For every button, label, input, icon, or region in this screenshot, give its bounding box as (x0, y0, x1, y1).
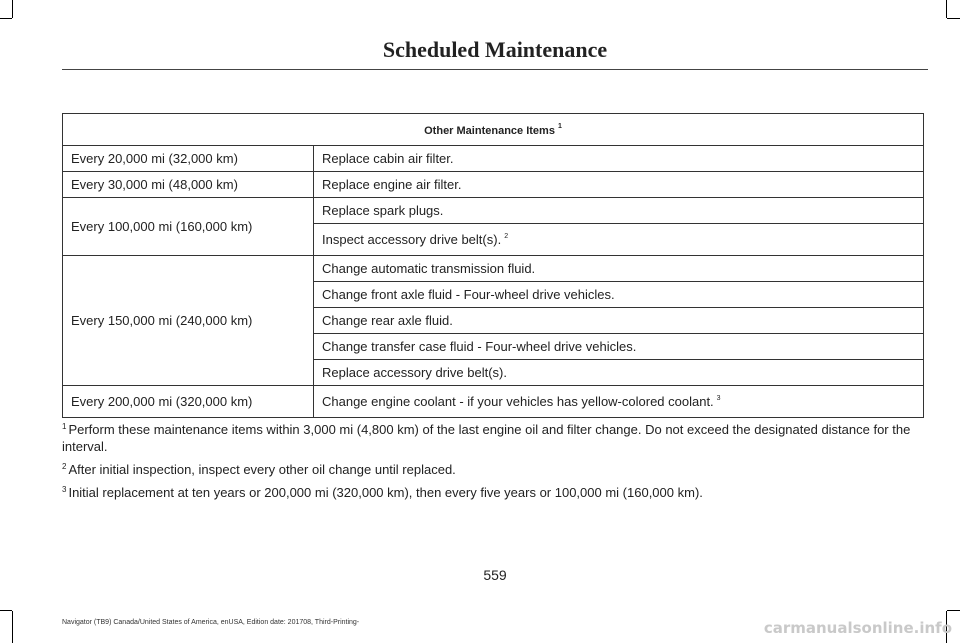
page-number: 559 (483, 567, 507, 583)
footnote-text: Perform these maintenance items within 3,000 mi (4,800 km) of the last engine oil and filter change. Do not exceed the designated distance for the interval. (62, 422, 911, 454)
crop-mark-bottom-right-horizontal (947, 610, 960, 611)
action-footnote-mark: 3 (716, 395, 721, 402)
action-text: Change front axle fluid - Four-wheel drive vehicles. (322, 287, 615, 302)
interval-cell: Every 100,000 mi (160,000 km) (63, 198, 314, 256)
action-text: Replace cabin air filter. (322, 151, 454, 166)
action-text: Replace spark plugs. (322, 203, 444, 218)
footnote (62, 418, 928, 455)
crop-mark-bottom-left-horizontal (0, 610, 12, 611)
crop-mark-top-left-vertical (12, 0, 13, 18)
table-row (63, 172, 924, 198)
page-title: Scheduled Maintenance (382, 37, 608, 62)
footnote-mark: 1 (62, 422, 67, 431)
interval-cell: Every 200,000 mi (320,000 km) (63, 386, 314, 418)
crop-mark-top-left-horizontal (0, 18, 12, 19)
table-heading-text: Other Maintenance Items (424, 124, 555, 137)
action-text: Change automatic transmission fluid. (322, 261, 536, 276)
action-cell (314, 282, 924, 308)
crop-mark-bottom-left-vertical (12, 611, 13, 643)
action-cell (314, 256, 924, 282)
crop-mark-top-right-vertical (946, 0, 947, 18)
footnote (62, 458, 928, 478)
watermark: carmanualsonline.info (763, 619, 952, 637)
action-cell (314, 360, 924, 386)
action-cell (314, 172, 924, 198)
table-heading-footnote-mark: 1 (557, 122, 562, 130)
action-cell (314, 386, 924, 418)
footnote-text: After initial inspection, inspect every other oil change until replaced. (68, 462, 456, 477)
action-cell (314, 334, 924, 360)
action-text: Change rear axle fluid. (322, 313, 453, 328)
action-text: Replace accessory drive belt(s). (322, 365, 507, 380)
action-cell (314, 308, 924, 334)
action-text: Change transfer case fluid - Four-wheel drive vehicles. (322, 339, 637, 354)
action-text: Change engine coolant - if your vehicles has yellow-colored coolant. (322, 394, 714, 409)
action-text: Replace engine air filter. (322, 177, 462, 192)
table-row (63, 256, 924, 282)
action-cell (314, 224, 924, 256)
table-row (63, 198, 924, 224)
table-heading (63, 114, 924, 146)
interval-cell: Every 150,000 mi (240,000 km) (63, 256, 314, 386)
action-cell (314, 146, 924, 172)
table-row (63, 146, 924, 172)
action-footnote-mark: 2 (504, 233, 509, 240)
table-header-row (63, 114, 924, 146)
footnote-mark: 2 (62, 462, 67, 471)
maintenance-table (62, 113, 924, 418)
action-cell (314, 198, 924, 224)
edition-info: Navigator (TB9) Canada/United States of America, enUSA, Edition date: 201708, Third-Printing- (62, 619, 360, 626)
footnotes (62, 418, 928, 504)
footnote-text: Initial replacement at ten years or 200,000 mi (320,000 km), then every five years or 100,000 mi (160,000 km). (68, 485, 703, 500)
footnote (62, 481, 928, 501)
table-row (63, 386, 924, 418)
action-text: Inspect accessory drive belt(s). (322, 232, 502, 247)
interval-cell: Every 30,000 mi (48,000 km) (63, 172, 314, 198)
title-rule (62, 69, 928, 70)
crop-mark-top-right-horizontal (947, 18, 960, 19)
footnote-mark: 3 (62, 485, 67, 494)
interval-cell: Every 20,000 mi (32,000 km) (63, 146, 314, 172)
